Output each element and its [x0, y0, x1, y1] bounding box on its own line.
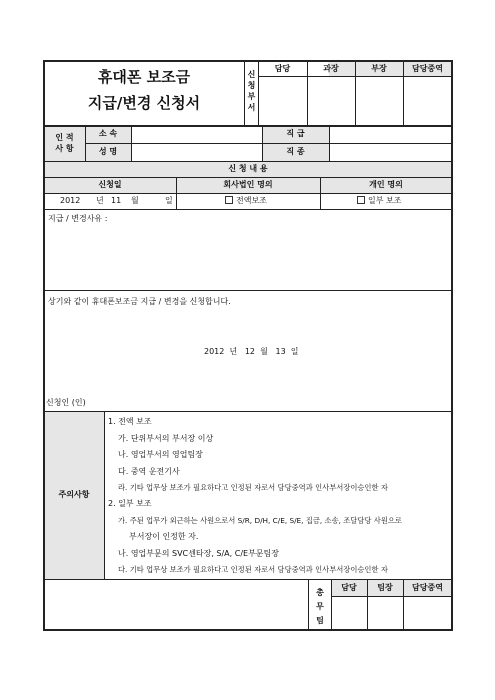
- notes-line: 다. 중역 운전기사: [118, 467, 180, 476]
- position-label: 직 급: [286, 129, 305, 138]
- affiliation-label: 소 속: [98, 129, 118, 138]
- ga-head-staff: 담당: [341, 583, 357, 592]
- request-month-unit: 월: [131, 196, 139, 205]
- form-title-line2: 지급/변경 신청서: [87, 94, 201, 112]
- notes-label: 주의사항: [58, 490, 90, 499]
- request-section-title: 신 청 내 용: [228, 164, 268, 173]
- personal-info-label-1: 인 적: [55, 133, 74, 142]
- notes-line: 나. 영업부문의 SVC센타장, S/A, C/E부문팀장: [118, 549, 279, 558]
- option-full-subsidy[interactable]: 전액보조: [225, 196, 267, 206]
- name-field[interactable]: [132, 144, 261, 160]
- notes-line: 1. 전액 보조: [108, 417, 152, 426]
- approval-head-director: 담당중역: [412, 64, 443, 73]
- application-statement: 상기와 같이 휴대폰보조금 지급 / 변경을 신청합니다.: [48, 297, 231, 306]
- personal-info-label-2: 사 항: [55, 144, 74, 153]
- ga-sign-team-leader[interactable]: [368, 597, 402, 629]
- partial-subsidy-checkbox[interactable]: [357, 196, 365, 204]
- job-type-field[interactable]: [330, 144, 451, 160]
- sign-box-director[interactable]: [404, 77, 451, 124]
- request-year[interactable]: 2012: [60, 196, 81, 205]
- name-label: 성 명: [98, 147, 118, 156]
- ga-sign-staff[interactable]: [332, 597, 366, 629]
- general-affairs-team-label: 총 무 팀: [316, 588, 324, 625]
- applicant-signature: 신청인 (인): [46, 398, 86, 407]
- option-partial-subsidy[interactable]: 일부 보조: [357, 196, 401, 206]
- col-personal-name: 개인 명의: [369, 180, 403, 189]
- notes-line: 부서장이 인정한 자.: [129, 532, 199, 541]
- affiliation-field[interactable]: [132, 126, 261, 142]
- position-field[interactable]: [330, 126, 451, 142]
- request-month[interactable]: 11: [111, 196, 122, 205]
- form-title-line1: 휴대폰 보조금: [97, 68, 191, 86]
- col-corporate-name: 회사법인 명의: [223, 180, 273, 189]
- notes-line: 2. 일부 보조: [108, 499, 152, 508]
- job-type-label: 직 종: [286, 147, 305, 156]
- reason-label: 지급 / 변경사유 :: [48, 214, 108, 223]
- notes-line: 가. 주된 업무가 외근하는 사원으로서 S/R, D/H, C/E, S/E, 집금, 소송, 조달담당 사원으로: [118, 516, 402, 525]
- notes-line: 라. 기타 업무상 보조가 필요하다고 인정된 자로서 담당중역과 인사부서장이승인한 자: [118, 483, 388, 492]
- request-dept-label: 신 청 부 서: [247, 70, 256, 112]
- ga-sign-director[interactable]: [404, 597, 451, 629]
- sign-box-dept-head[interactable]: [356, 77, 402, 124]
- request-day-unit: 일: [165, 196, 173, 205]
- col-request-date: 신청일: [98, 180, 122, 189]
- approval-head-staff: 담당: [274, 64, 291, 73]
- notes-line: 가. 단위부서의 부서장 이상: [118, 434, 214, 443]
- sign-box-staff[interactable]: [259, 77, 306, 124]
- full-subsidy-checkbox[interactable]: [225, 196, 233, 204]
- approval-head-manager: 과장: [323, 64, 339, 73]
- reason-field[interactable]: [45, 226, 451, 288]
- notes-line: 다. 기타 업무상 보조가 필요하다고 인정된 자로서 담당중역과 인사부서장이승인한 자: [118, 565, 388, 574]
- approval-head-dept-head: 부장: [371, 64, 387, 73]
- ga-head-director: 담당중역: [412, 583, 443, 592]
- ga-head-team-leader: 팀장: [377, 583, 393, 592]
- notes-line: 나. 영업부서의 영업팀장: [118, 450, 203, 459]
- request-year-unit: 년: [96, 196, 104, 205]
- sign-date: 2012 년 12 월 13 일: [204, 347, 299, 356]
- sign-box-manager[interactable]: [308, 77, 354, 124]
